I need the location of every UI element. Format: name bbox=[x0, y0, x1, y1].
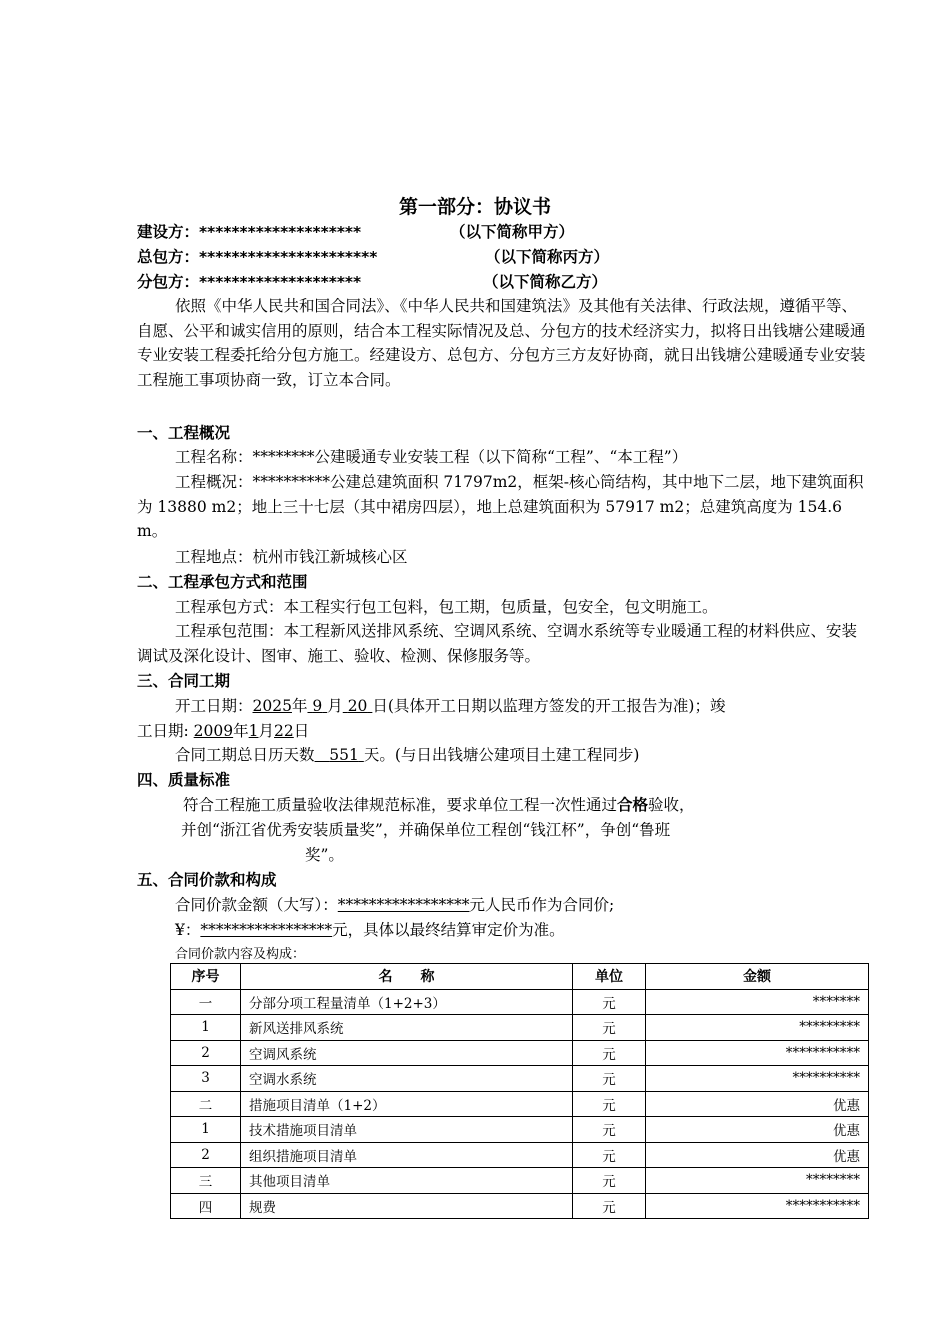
party-value: ********************** bbox=[199, 248, 378, 266]
party-general-contractor bbox=[137, 245, 610, 267]
duration-days bbox=[315, 746, 364, 764]
row-name: 技术措施项目清单 bbox=[241, 1117, 573, 1143]
year-unit: 年 bbox=[233, 722, 249, 740]
party-subcontractor bbox=[137, 270, 608, 292]
project-overview: 工程概况：**********公建总建筑面积 71797m2，框架-核心筒结构，其中地下二层，地下建筑面积为 13880 m2；地上三十七层（其中裙房四层），地上总建筑面积为 57917 m2；总建筑高度为 154.6 m。 bbox=[137, 473, 864, 540]
party-owner bbox=[137, 220, 575, 242]
row-unit: 元 bbox=[573, 1142, 646, 1168]
page-title: 第一部分：协议书 bbox=[398, 196, 551, 218]
row-name: 新风送排风系统 bbox=[241, 1015, 573, 1041]
row-no: 三 bbox=[171, 1168, 241, 1194]
end-day: 22 bbox=[274, 722, 294, 740]
row-amount: ********* bbox=[646, 1015, 869, 1041]
duration-line bbox=[175, 743, 639, 765]
end-date-line bbox=[137, 719, 309, 741]
row-unit: 元 bbox=[573, 1066, 646, 1092]
party-abbr: （以下简称丙方） bbox=[485, 248, 610, 266]
start-month bbox=[307, 697, 327, 715]
row-amount: 优惠 bbox=[646, 1091, 869, 1117]
row-no: 3 bbox=[171, 1066, 241, 1092]
row-no: 1 bbox=[171, 1015, 241, 1041]
table-row bbox=[171, 1091, 869, 1117]
row-amount: *********** bbox=[646, 1040, 869, 1066]
contract-amount-line bbox=[175, 893, 614, 915]
table-row bbox=[171, 1015, 869, 1041]
row-unit: 元 bbox=[573, 1168, 646, 1194]
project-name: 工程名称：********公建暖通专业安装工程（以下简称“工程”、“本工程”） bbox=[175, 448, 688, 466]
project-location: 工程地点：杭州市钱江新城核心区 bbox=[175, 548, 408, 566]
row-unit: 元 bbox=[573, 1193, 646, 1219]
row-no: 一 bbox=[171, 989, 241, 1015]
month-unit: 月 bbox=[327, 697, 343, 715]
table-row bbox=[171, 1168, 869, 1194]
section-4-heading: 四、质量标准 bbox=[137, 771, 231, 789]
party-label: 总包方： bbox=[137, 248, 200, 266]
party-value: ******************** bbox=[199, 223, 362, 241]
row-name: 空调风系统 bbox=[241, 1040, 573, 1066]
yen-post: 元，具体以最终结算审定价为准。 bbox=[332, 921, 565, 939]
row-no: 1 bbox=[171, 1117, 241, 1143]
party-value: ******************** bbox=[199, 273, 362, 291]
section-3-heading: 三、合同工期 bbox=[137, 672, 231, 690]
start-date-label: 开工日期： bbox=[175, 697, 253, 715]
row-name: 分部分项工程量清单（1+2+3） bbox=[241, 989, 573, 1015]
contract-mode: 工程承包方式：本工程实行包工包料，包工期，包质量，包安全，包文明施工。 bbox=[175, 598, 718, 616]
party-label: 分包方： bbox=[137, 273, 200, 291]
intro-paragraph: 依照《中华人民共和国合同法》、《中华人民共和国建筑法》及其他有关法律、行政法规，遵循平等、自愿、公平和诚实信用的原则，结合本工程实际情况及总、分包方的技术经济实力，拟将日出钱塘公建暖通专业安装工程委托给分包方施工。经建设方、总包方、分包方三方友好协商，就日出钱塘公建暖通专业安装工程施工事项协商一致，订立本合同。 bbox=[137, 297, 866, 389]
contract-scope: 工程承包范围：本工程新风送排风系统、空调风系统、空调水系统等专业暖通工程的材料供应、安装调试及深化设计、图审、施工、验收、检测、保修服务等。 bbox=[137, 622, 858, 665]
start-month-value: 9 bbox=[312, 697, 323, 715]
end-year: 2009 bbox=[193, 722, 234, 740]
contract-price-table bbox=[170, 963, 869, 1219]
start-day bbox=[343, 697, 373, 715]
row-amount: 优惠 bbox=[646, 1142, 869, 1168]
start-date-line bbox=[175, 694, 725, 716]
row-no: 四 bbox=[171, 1193, 241, 1219]
table-row bbox=[171, 1117, 869, 1143]
quality-text-end: 验收， bbox=[648, 796, 695, 814]
year-unit: 年 bbox=[291, 697, 308, 715]
duration-unit: 天。(与日出钱塘公建项目土建工程同步) bbox=[363, 746, 640, 764]
row-amount: ******* bbox=[646, 989, 869, 1015]
row-name: 规费 bbox=[241, 1193, 573, 1219]
amount-post: 元人民币作为合同价; bbox=[469, 896, 615, 914]
table-row bbox=[171, 989, 869, 1015]
row-no: 二 bbox=[171, 1091, 241, 1117]
table-caption: 合同价款内容及构成： bbox=[175, 947, 306, 962]
row-name: 空调水系统 bbox=[241, 1066, 573, 1092]
month-unit: 月 bbox=[258, 722, 275, 740]
table-row bbox=[171, 1040, 869, 1066]
row-unit: 元 bbox=[573, 1040, 646, 1066]
quality-bold: 合格 bbox=[617, 796, 649, 814]
row-unit: 元 bbox=[573, 989, 646, 1015]
party-abbr: （以下简称甲方） bbox=[450, 223, 575, 241]
section-5-heading: 五、合同价款和构成 bbox=[137, 871, 277, 889]
row-unit: 元 bbox=[573, 1117, 646, 1143]
quality-line-2: 并创“浙江省优秀安装质量奖”，并确保单位工程创“钱江杯”，争创“鲁班 bbox=[181, 821, 671, 839]
row-no: 2 bbox=[171, 1040, 241, 1066]
section-2-heading: 二、工程承包方式和范围 bbox=[137, 573, 308, 591]
row-amount: *********** bbox=[646, 1193, 869, 1219]
day-unit: 日 bbox=[372, 697, 388, 715]
end-date-label: 工日期: bbox=[137, 722, 189, 740]
yen-label: ¥： bbox=[175, 921, 201, 939]
header-unit: 单位 bbox=[573, 964, 646, 990]
header-no: 序号 bbox=[171, 964, 241, 990]
row-unit: 元 bbox=[573, 1091, 646, 1117]
row-name: 其他项目清单 bbox=[241, 1168, 573, 1194]
quality-line-3: 奖”。 bbox=[305, 846, 344, 864]
party-abbr: （以下简称乙方） bbox=[483, 273, 608, 291]
row-amount: 优惠 bbox=[646, 1117, 869, 1143]
row-no: 2 bbox=[171, 1142, 241, 1168]
row-name: 措施项目清单（1+2） bbox=[241, 1091, 573, 1117]
section-1-heading: 一、工程概况 bbox=[137, 424, 231, 442]
row-name: 组织措施项目清单 bbox=[241, 1142, 573, 1168]
header-name: 名 称 bbox=[241, 964, 573, 990]
yen-amount-line bbox=[175, 918, 565, 940]
row-amount: ********** bbox=[646, 1066, 869, 1092]
header-amount: 金额 bbox=[646, 964, 869, 990]
yen-value: ***************** bbox=[200, 921, 333, 939]
start-date-note: (具体开工日期以监理方签发的开工报告为准)；竣 bbox=[387, 697, 726, 715]
row-unit: 元 bbox=[573, 1015, 646, 1041]
duration-days-value: 551 bbox=[329, 746, 359, 764]
start-year: 2025 bbox=[252, 697, 292, 715]
start-day-value: 20 bbox=[347, 697, 368, 715]
amount-value: ***************** bbox=[337, 896, 470, 914]
row-amount: ******** bbox=[646, 1168, 869, 1194]
amount-label: 合同价款金额（大写）： bbox=[175, 896, 338, 914]
quality-line-1 bbox=[183, 793, 695, 815]
duration-label: 合同工期总日历天数 bbox=[175, 746, 315, 764]
table-header-row bbox=[171, 964, 869, 990]
day-unit: 日 bbox=[293, 722, 310, 740]
quality-text: 符合工程施工质量验收法律规范标准，要求单位工程一次性通过 bbox=[183, 796, 618, 814]
party-label: 建设方： bbox=[137, 223, 200, 241]
table-row bbox=[171, 1142, 869, 1168]
table-row bbox=[171, 1066, 869, 1092]
end-month: 1 bbox=[248, 722, 259, 740]
table-row bbox=[171, 1193, 869, 1219]
